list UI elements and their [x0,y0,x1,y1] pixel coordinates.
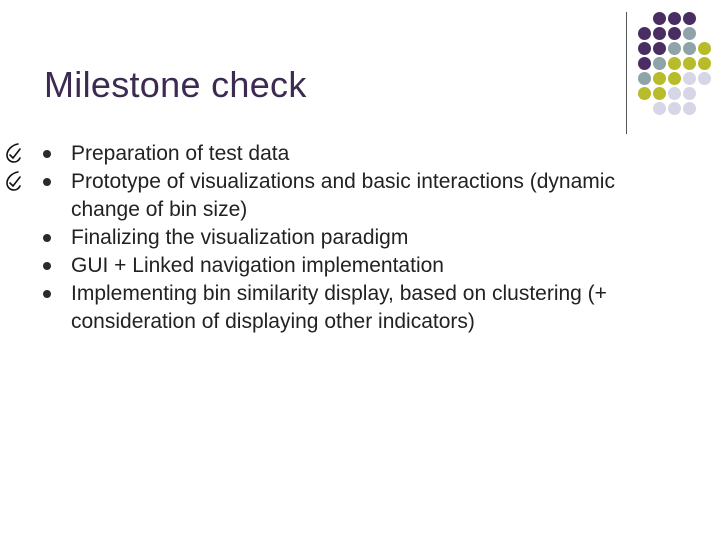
decorative-dot [653,102,666,115]
decorative-dot [638,57,651,70]
decorative-dot [683,42,696,55]
header-divider [626,12,627,134]
milestone-item [0,280,620,336]
milestone-text: GUI + Linked navigation implementation [71,254,444,277]
decorative-dot [698,87,711,100]
decorative-dot [683,57,696,70]
decorative-dot [653,12,666,25]
bullet-dot-icon [43,150,51,158]
bullet-dot-icon [43,234,51,242]
decorative-dot [653,42,666,55]
decorative-dot [668,12,681,25]
decorative-dot [653,57,666,70]
decorative-dot [698,72,711,85]
bullet-dot-icon [43,290,51,298]
milestone-list [0,140,620,336]
decorative-dot [668,57,681,70]
decorative-dot [698,57,711,70]
decorative-dot [653,72,666,85]
decorative-dot [668,72,681,85]
decorative-dot [638,27,651,40]
decorative-dot [668,42,681,55]
bullet-dot-icon [43,262,51,270]
milestone-item [0,140,620,168]
decorative-dot [683,12,696,25]
milestone-item [0,224,620,252]
milestone-text: Prototype of visualizations and basic interactions (dynamic change of bin size) [71,170,615,221]
decorative-dot [698,27,711,40]
decorative-dot [683,72,696,85]
decorative-dot [653,87,666,100]
decorative-dot [698,102,711,115]
milestone-item [0,252,620,280]
decorative-dot [668,102,681,115]
decorative-dot [698,12,711,25]
decorative-dot [638,102,651,115]
bullet-dot-icon [43,178,51,186]
milestone-text: Preparation of test data [71,142,290,165]
decorative-dot [638,87,651,100]
slide-title: Milestone check [44,64,307,105]
decorative-dot [638,42,651,55]
decorative-dot [638,12,651,25]
checkmark-icon [4,142,22,164]
milestone-text: Implementing bin similarity display, based on clustering (+ consideration of displaying other indicators) [71,282,607,333]
checkmark-icon [4,170,22,192]
decorative-dot [683,102,696,115]
milestone-text: Finalizing the visualization paradigm [71,226,409,249]
decorative-dot [698,42,711,55]
decorative-dot [668,87,681,100]
decorative-dot [683,27,696,40]
decorative-dot [638,72,651,85]
milestone-item [0,168,620,224]
decorative-dot [653,27,666,40]
decorative-dot-grid [638,12,713,117]
decorative-dot [683,87,696,100]
decorative-dot [668,27,681,40]
